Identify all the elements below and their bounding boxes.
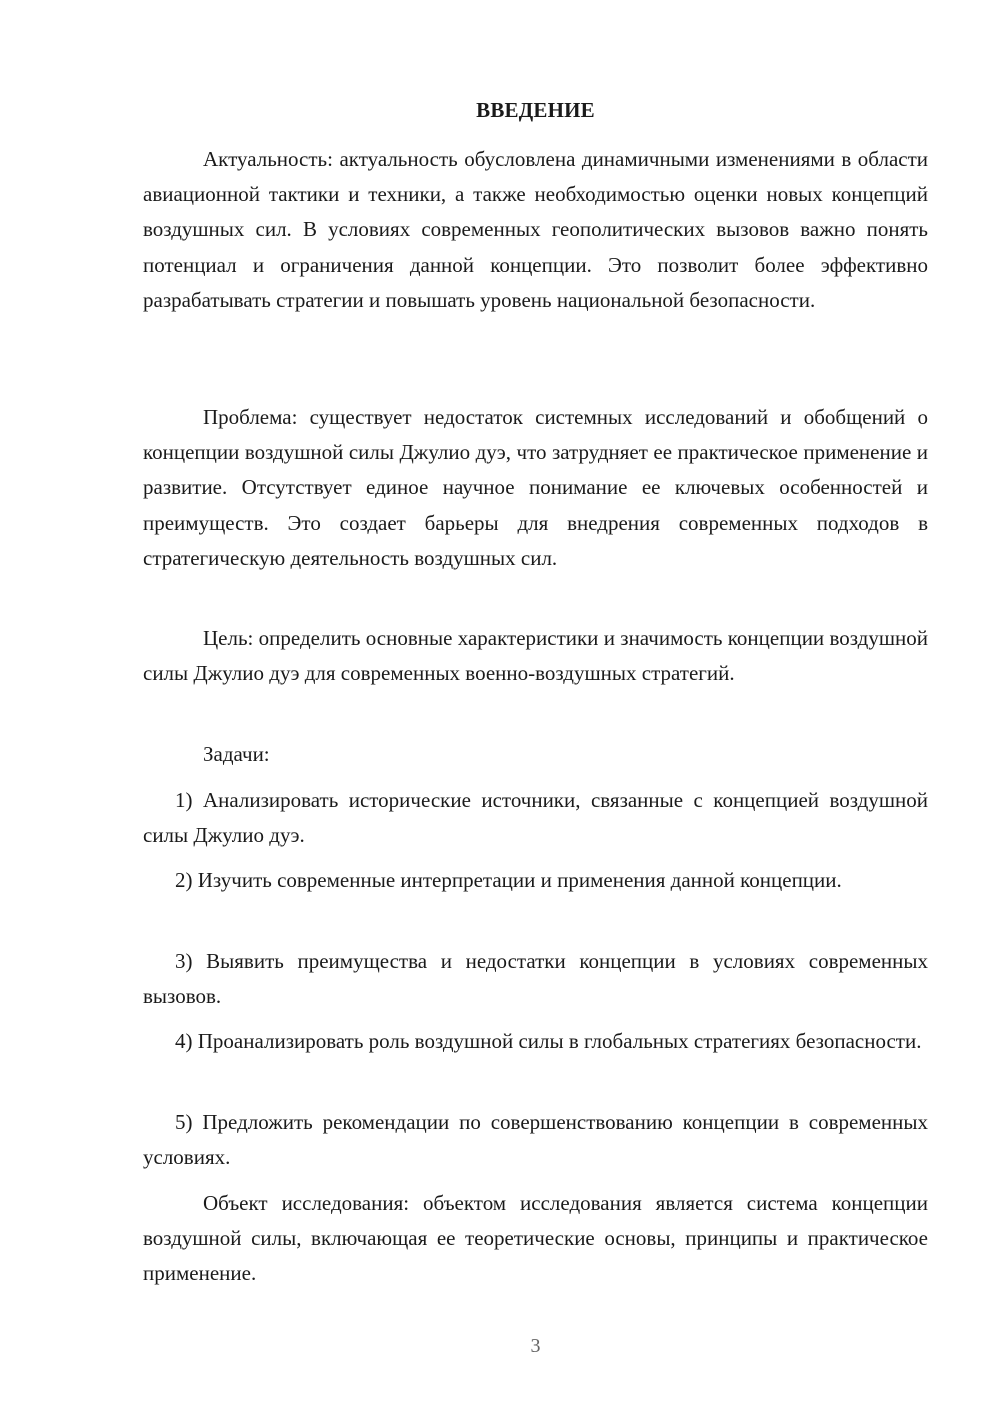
task-item-3: 3) Выявить преимущества и недостатки концепции в условиях современных вызовов. — [143, 949, 928, 1009]
research-object-paragraph: Объект исследования: объектом исследования является система концепции воздушной силы, включающая ее теоретические основы, принципы и практическое применение. — [143, 1191, 928, 1286]
tasks-heading: Задачи: — [203, 742, 270, 766]
goal-paragraph: Цель: определить основные характеристики и значимость концепции воздушной силы Джулио дуэ для современных военно-воздушных стратегий. — [143, 626, 928, 686]
task-item-4: 4) Проанализировать роль воздушной силы в глобальных стратегиях безопасности. — [175, 1029, 922, 1053]
task-item-5: 5) Предложить рекомендации по совершенствованию концепции в современных условиях. — [143, 1110, 928, 1170]
task-item-2: 2) Изучить современные интерпретации и применения данной концепции. — [175, 868, 842, 892]
relevance-paragraph: Актуальность: актуальность обусловлена динамичными изменениями в области авиационной тактики и техники, а также необходимостью оценки новых концепций воздушных сил. В условиях современных геополитических вызовов важно понять потенциал и ограничения данной концепции. Это позволит более эффективно разрабатывать стратегии и повышать уровень национальной безопасности. — [143, 147, 928, 312]
page-number: 3 — [530, 1335, 541, 1357]
problem-paragraph: Проблема: существует недостаток системных исследований и обобщений о концепции воздушной силы Джулио дуэ, что затрудняет ее практическое применение и развитие. Отсутствует единое научное понимание ее ключевых особенностей и преимуществ. Это создает барьеры для внедрения современных подходов в стратегическую деятельность воздушных сил. — [143, 405, 928, 570]
section-title: ВВЕДЕНИЕ — [476, 98, 595, 122]
task-item-1: 1) Анализировать исторические источники, связанные с концепцией воздушной силы Джулио дуэ. — [143, 788, 928, 848]
